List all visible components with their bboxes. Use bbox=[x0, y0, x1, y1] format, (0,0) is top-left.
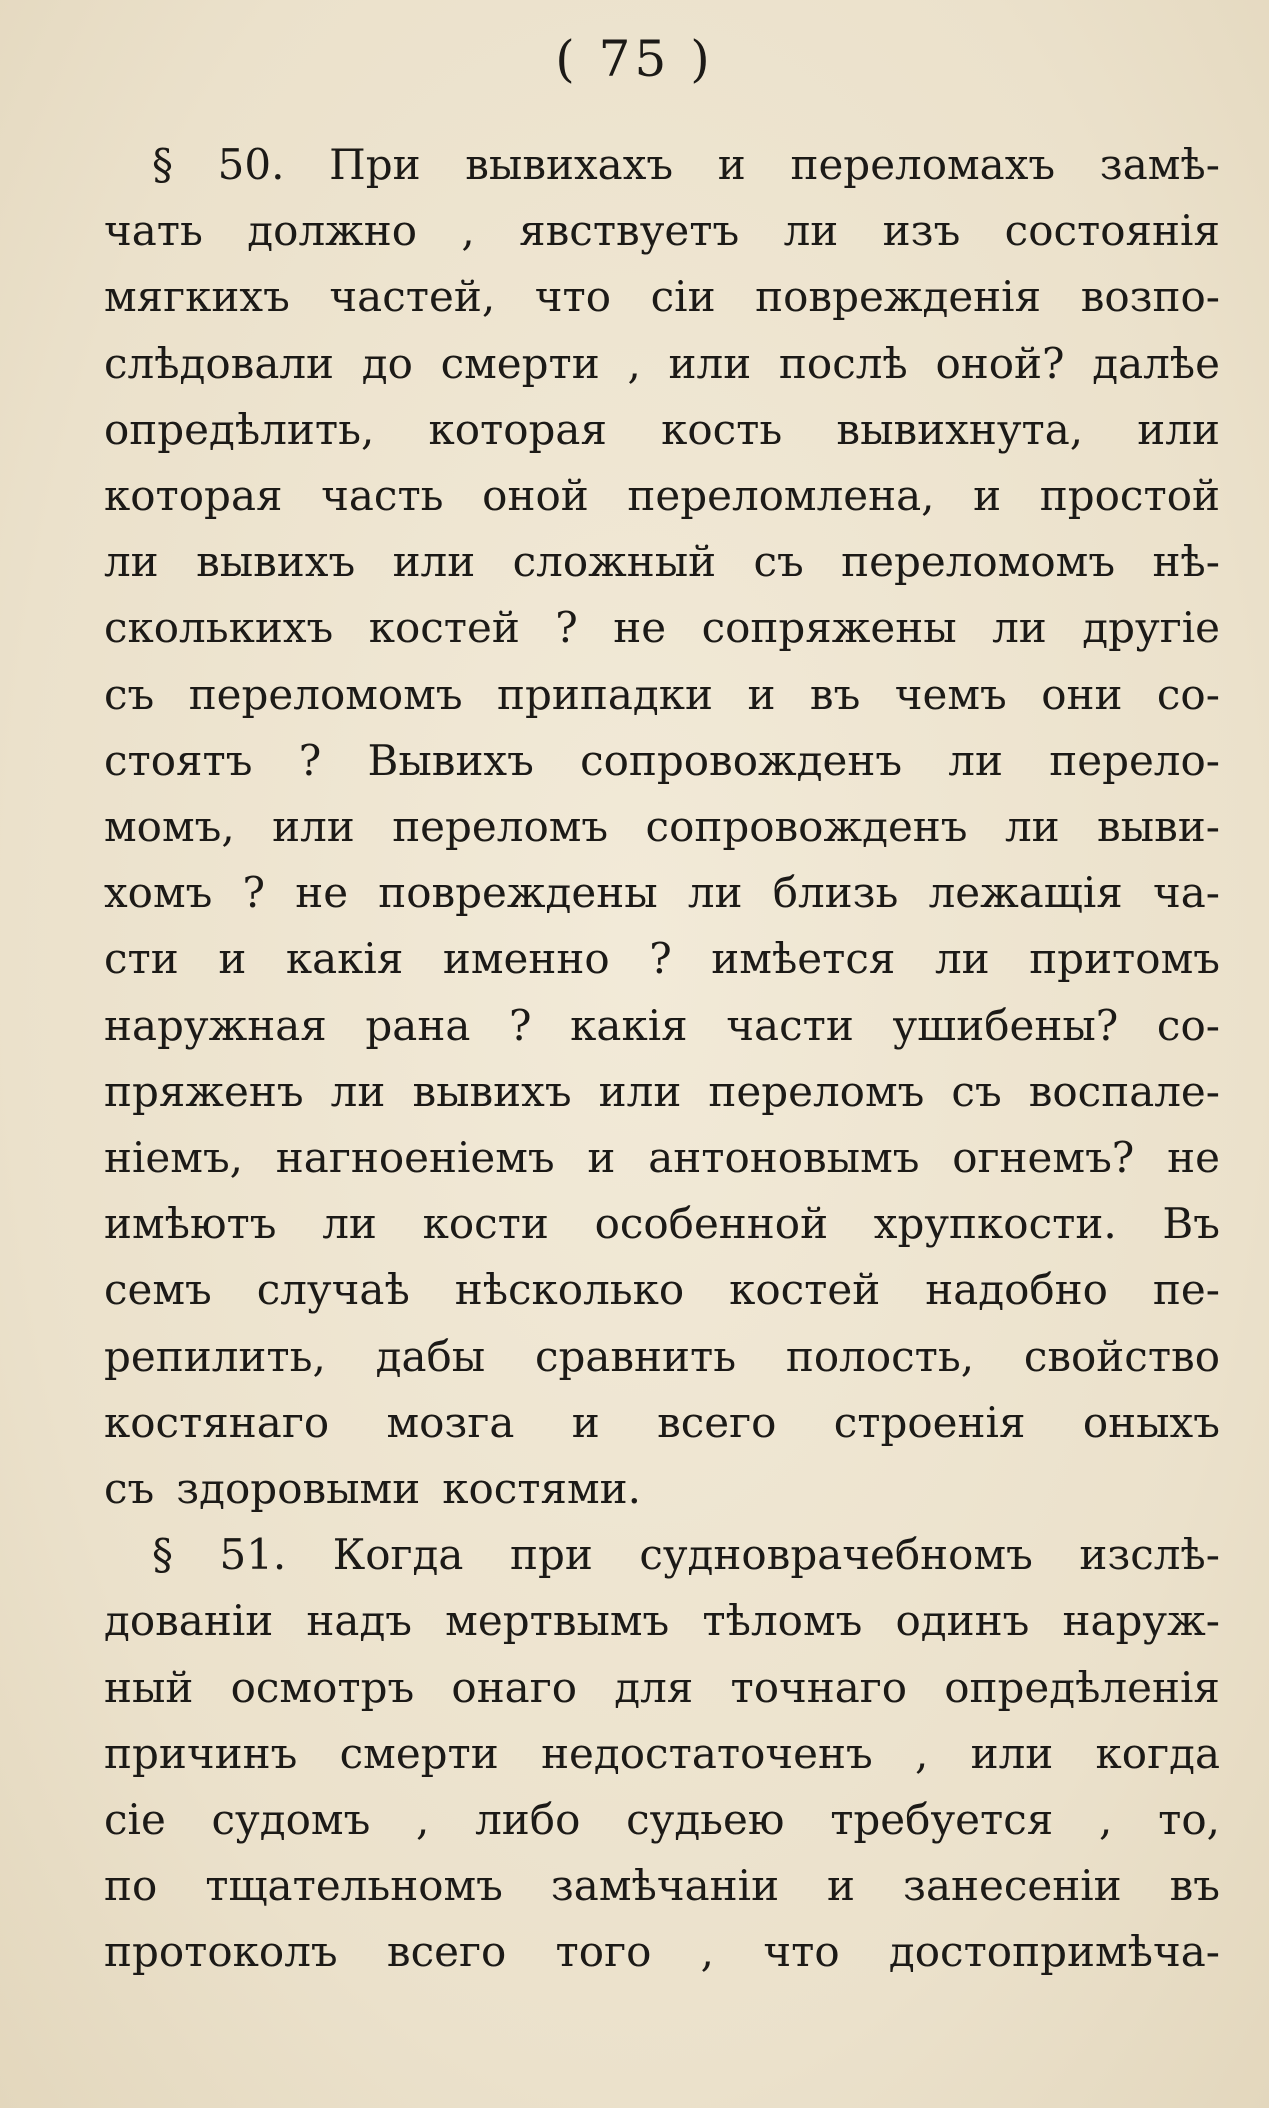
text-line: съ переломомъ припадки и въ чемъ они со- bbox=[104, 669, 1220, 719]
text-line: семъ случаѣ нѣсколько костей надобно пе- bbox=[104, 1265, 1220, 1315]
text-line: ли вывихъ или сложный съ переломомъ нѣ- bbox=[104, 537, 1220, 587]
text-line: § 50. При вывихахъ и переломахъ замѣ- bbox=[152, 140, 1220, 189]
text-line: дованіи надъ мертвымъ тѣломъ одинъ наруж- bbox=[104, 1596, 1220, 1646]
text-line: § 51. Когда при судноврачебномъ изслѣ- bbox=[152, 1530, 1220, 1580]
text-line: костянаго мозга и всего строенія оныхъ bbox=[104, 1397, 1220, 1447]
text-line: момъ, или переломъ сопровожденъ ли выви- bbox=[104, 802, 1220, 851]
text-line: сіе судомъ , либо судьею требуется , то, bbox=[104, 1795, 1220, 1844]
text-line: наружная рана ? какія части ушибены? со- bbox=[104, 1000, 1220, 1050]
page-number: ( 75 ) bbox=[555, 30, 714, 88]
text-line: стоятъ ? Вывихъ сопровожденъ ли перело- bbox=[104, 735, 1220, 785]
text-line: ніемъ, нагноеніемъ и антоновымъ огнемъ? не bbox=[104, 1133, 1220, 1182]
text-line: сколькихъ костей ? не сопряжены ли другіе bbox=[104, 603, 1220, 653]
text-line: пряженъ ли вывихъ или переломъ съ воспале- bbox=[104, 1066, 1220, 1116]
text-line: ный осмотръ онаго для точнаго опредѣленія bbox=[104, 1662, 1220, 1712]
text-line: слѣдовали до смерти , или послѣ оной? далѣе bbox=[104, 338, 1220, 388]
text-line: хомъ ? не повреждены ли близь лежащія ча- bbox=[104, 868, 1220, 918]
text-line: имѣютъ ли кости особенной хрупкости. Въ bbox=[104, 1199, 1220, 1249]
text-line: опредѣлить, которая кость вывихнута, или bbox=[104, 404, 1220, 454]
text-line: которая часть оной переломлена, и простой bbox=[104, 471, 1220, 520]
text-line: по тщательномъ замѣчаніи и занесеніи въ bbox=[104, 1861, 1220, 1911]
text-line: чать должно , явствуетъ ли изъ состоянія bbox=[104, 206, 1220, 256]
text-line: репилить, дабы сравнить полость, свойство bbox=[104, 1331, 1220, 1381]
text-line: мягкихъ частей, что сіи поврежденія возпо- bbox=[104, 272, 1220, 322]
text-line: протоколъ всего того , что достопримѣча- bbox=[104, 1927, 1220, 1977]
text-line: съ здоровыми костями. bbox=[104, 1464, 642, 1513]
text-line: сти и какія именно ? имѣется ли притомъ bbox=[104, 934, 1220, 984]
text-line: причинъ смерти недостаточенъ , или когда bbox=[104, 1728, 1220, 1778]
